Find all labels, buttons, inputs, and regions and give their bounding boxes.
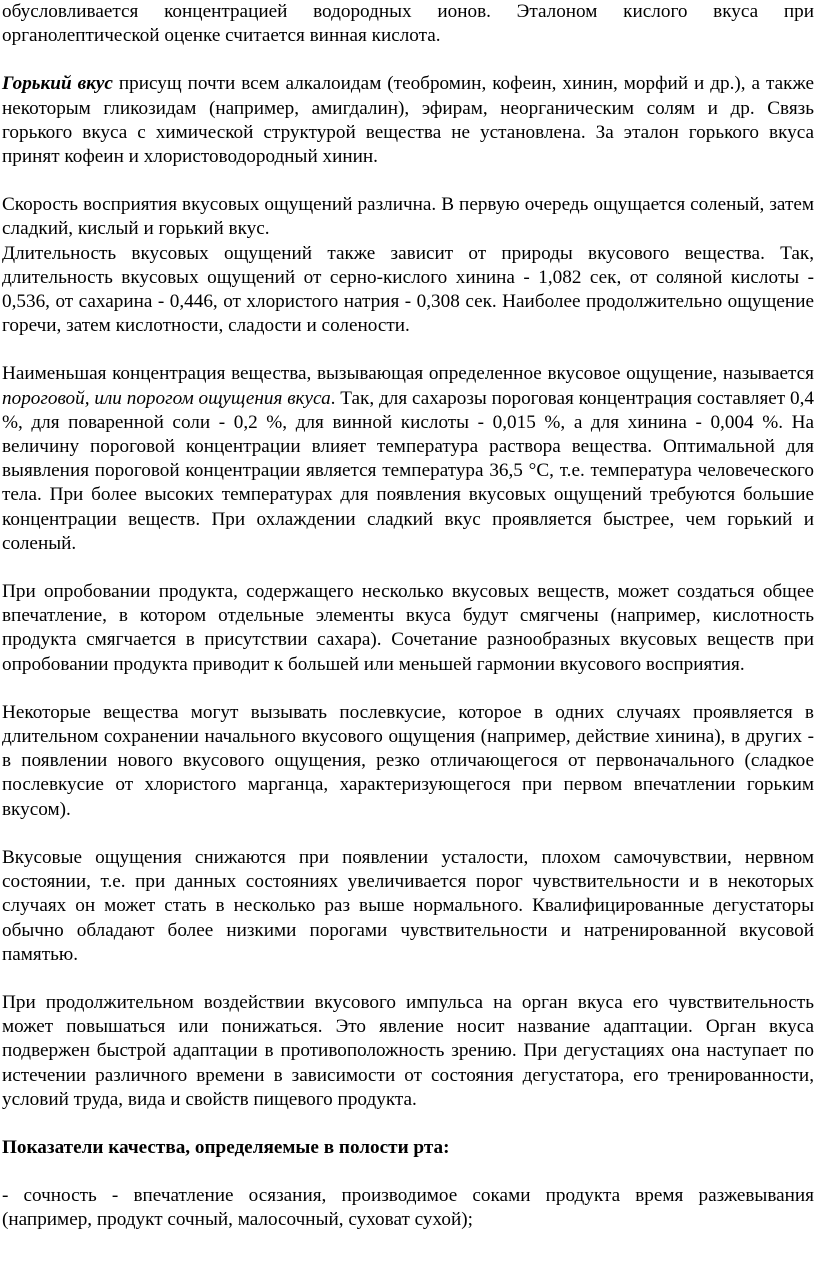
paragraph-combined-taste: При опробовании продукта, содержащего несколько вкусовых веществ, может создаться общее впечатление, в котором отдельные элементы вкуса будут смягчены (например, кислотность продукта смягчается в присутствии сахара). Сочетание разнообразных вкусовых веществ при опробовании продукта приводит к большей или меньшей гармонии вкусового восприятия.: [2, 581, 814, 675]
paragraph-aftertaste: Некоторые вещества могут вызывать послевкусие, которое в одних случаях проявляется в длительном сохранении начального вкусового ощущения (например, действие хинина), в других - в появлении нового вкусового ощущения, резко отличающегося от первоначального (сладкое послевкусие от хлористого марганца, характеризующегося при первом впечатлении горьким вкусом).: [2, 701, 814, 820]
paragraph-gap: [2, 48, 814, 72]
term-threshold: пороговой, или порогом ощущения вкуса: [2, 387, 331, 409]
threshold-text-after: . Так, для сахарозы пороговая концентрация составляет 0,4 %, для поваренной соли - 0,2 %, для винной кислоты - 0,015 %, а для хинина - 0,004 %. На величину пороговой концентрации влияет температура раствора вещества. Оптимальной для выявления пороговой концентрации является температура 36,5 °С, т.е. температура человеческого тела. При более высоких температурах для появления вкусовых ощущений требуются большие концентрации веществ. При охлаждении сладкий вкус проявляется быстрее, чем горький и соленый.: [2, 387, 814, 554]
paragraph-gap: [2, 1160, 814, 1184]
paragraph-gap: [2, 677, 814, 701]
section-heading: Показатели качества, определяемые в полости рта:: [2, 1136, 450, 1158]
paragraph-bitter-taste: [2, 72, 814, 169]
paragraph-gap: [2, 1112, 814, 1136]
paragraph-threshold: [2, 362, 814, 556]
paragraph-gap: [2, 338, 814, 362]
term-bitter-taste: Горький вкус: [2, 73, 113, 95]
list-item-juiciness: - сочность - впечатление осязания, производимое соками продукта время разжевывания (например, продукт сочный, малосочный, суховат сухой);: [2, 1185, 814, 1231]
document-page: [2, 0, 814, 1233]
paragraph-gap: [2, 822, 814, 846]
paragraph-gap: [2, 556, 814, 580]
paragraph-gap: [2, 169, 814, 193]
paragraph-adaptation: При продолжительном воздействии вкусового импульса на орган вкуса его чувствительность может повышаться или понижаться. Это явление носит название адаптации. Орган вкуса подвержен быстрой адаптации в противоположность зрению. При дегустациях она наступает по истечении различного времени в зависимости от состояния дегустатора, его тренированности, условий труда, вида и свойств пищевого продукта.: [2, 991, 814, 1110]
bitter-taste-text: присущ почти всем алкалоидам (теобромин, кофеин, хинин, морфий и др.), а также некоторым гликозидам (например, амигдалин), эфирам, неорганическим солям и др. Связь горького вкуса с химической структурой вещества не установлена. За эталон горького вкуса принят кофеин и хлористоводородный хинин.: [2, 73, 814, 168]
paragraph-perception-speed: Скорость восприятия вкусовых ощущений различна. В первую очередь ощущается соленый, затем сладкий, кислый и горький вкус.: [2, 194, 814, 240]
threshold-text-before: Наименьшая концентрация вещества, вызывающая определенное вкусовое ощущение, называется: [2, 363, 814, 385]
paragraph-sour-taste-end: обусловливается концентрацией водородных ионов. Эталоном кислого вкуса при органолептической оценке считается винная кислота.: [2, 1, 814, 47]
paragraph-duration: Длительность вкусовых ощущений также зависит от природы вкусового вещества. Так, длительность вкусовых ощущений от серно-кислого хинина - 1,082 сек, от соляной кислоты - 0,536, от сахарина - 0,446, от хлористого натрия - 0,308 сек. Наиболее продолжительно ощущение горечи, затем кислотности, сладости и солености.: [2, 242, 814, 337]
paragraph-gap: [2, 967, 814, 991]
paragraph-fatigue: Вкусовые ощущения снижаются при появлении усталости, плохом самочувствии, нервном состоянии, т.е. при данных состояниях увеличивается порог чувствительности и в некоторых случаях он может стать в несколько раз выше нормального. Квалифицированные дегустаторы обычно обладают более низкими порогами чувствительности и натренированной вкусовой памятью.: [2, 846, 814, 965]
